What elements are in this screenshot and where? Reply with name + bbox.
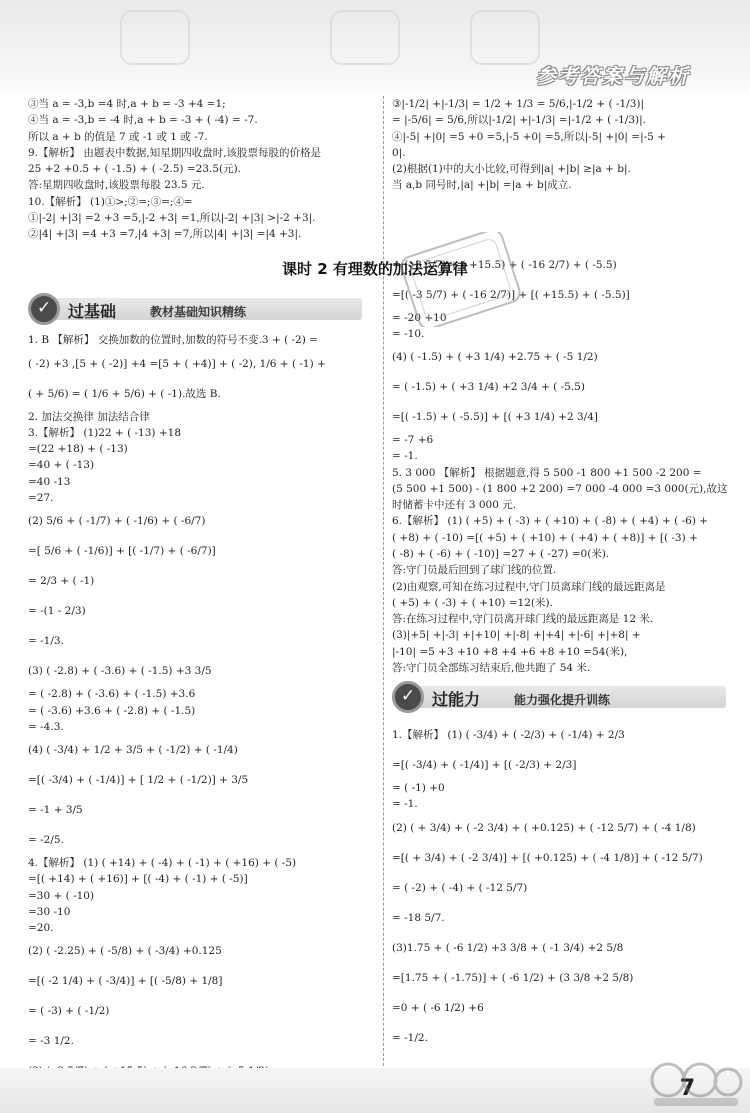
equation-line: = 2/3 + ( -1) bbox=[28, 575, 95, 588]
equation-line: 1.【解析】 (1) ( -3/4) + ( -2/3) + ( -1/4) + 2/3 bbox=[392, 729, 625, 742]
decorative-doodle-icon bbox=[470, 10, 540, 65]
equation-line: =[( -1.5) + ( -5.5)] + [( +3 1/4) +2 3/4] bbox=[392, 411, 598, 424]
equation-line: =0 + ( -6 1/2) +6 bbox=[392, 1001, 484, 1014]
equation-line: 答:在练习过程中,守门员离开球门线的最远距离是 12 米. bbox=[392, 613, 654, 626]
equation-line: = ( -2.8) + ( -3.6) + ( -1.5) +3.6 bbox=[28, 688, 196, 701]
equation-line: ( +5) + ( -3) + ( +10) =12(米). bbox=[392, 596, 553, 609]
header-band bbox=[0, 0, 750, 92]
stamp-watermark-icon bbox=[398, 232, 523, 327]
equation-line: = -1/2. bbox=[392, 1031, 428, 1044]
equation-line: = ( -3 5/7) + ( +15.5) + ( -16 2/7) + ( -5.5) bbox=[392, 258, 617, 271]
left-column bbox=[28, 96, 378, 1086]
equation-line: = ( -2) + ( -4) + ( -12 5/7) bbox=[392, 881, 528, 894]
equation-line: = ( -1) +0 bbox=[392, 782, 445, 795]
equation-line: = ( -1.5) + ( +3 1/4) +2 3/4 + ( -5.5) bbox=[392, 381, 585, 394]
text-line: ③当 a = -3,b =4 时,a + b = -3 +4 =1; bbox=[28, 98, 226, 110]
checkmark-icon: ✓ bbox=[392, 681, 424, 713]
banner-subtitle: 能力强化提升训练 bbox=[514, 693, 611, 708]
equation-line: 2. 加法交换律 加法结合律 bbox=[28, 410, 150, 423]
text-line: ②|4| +|3| =4 +3 =7,|4 +3| =7,所以|4| +|3| =|4 +3|. bbox=[28, 228, 302, 241]
text-line: 9.【解析】 由题表中数据,知星期四收盘时,该股票每股的价格是 bbox=[28, 146, 322, 159]
equation-line: = -1/3. bbox=[28, 635, 64, 648]
equation-line: =40 + ( -13) bbox=[28, 459, 95, 472]
equation-line: (3) ( -2.8) + ( -3.6) + ( -1.5) +3 3/5 bbox=[28, 665, 212, 678]
equation-line: (2)由观察,可知在练习过程中,守门员离球门线的最远距离是 bbox=[392, 580, 666, 593]
column-divider bbox=[383, 96, 384, 1081]
equation-line: =[( +14) + ( +16)] + [( -4) + ( -1) + ( -5)] bbox=[28, 873, 248, 886]
equation-line: |-10| =5 +3 +10 +8 +4 +6 +8 +10 =54(米), bbox=[392, 645, 628, 658]
equation-line: 4.【解析】 (1) ( +14) + ( -4) + ( -1) + ( +16) + ( -5) bbox=[28, 857, 297, 870]
equation-line: = -1. bbox=[392, 450, 418, 463]
equation-line: =(22 +18) + ( -13) bbox=[28, 443, 128, 456]
equation-line: (4) ( -1.5) + ( +3 1/4) +2.75 + ( -5 1/2) bbox=[392, 351, 598, 364]
equation-line: 答:守门员全部练习结束后,他共跑了 54 米. bbox=[392, 661, 591, 674]
equation-line: 6.【解析】 (1) ( +5) + ( -3) + ( +10) + ( -8) + ( +4) + ( -6) + bbox=[392, 515, 709, 528]
left-top-block bbox=[28, 96, 378, 242]
text-line: ①|-2| +|3| =2 +3 =5,|-2 +3| =1,所以|-2| +|3| >|-2 +3|. bbox=[28, 211, 316, 224]
text-line: (2)根据(1)中的大小比较,可得到|a| +|b| ≥|a + b|. bbox=[392, 163, 631, 176]
checkmark-icon: ✓ bbox=[28, 293, 60, 325]
text-line: 答:星期四收盘时,该股票每股 23.5 元. bbox=[28, 179, 205, 192]
banner-title: 过能力 bbox=[432, 690, 481, 710]
right-top-block bbox=[392, 96, 742, 194]
equation-line: (2) ( + 3/4) + ( -2 3/4) + ( +0.125) + ( -12 5/7) + ( -4 1/8) bbox=[392, 821, 696, 834]
text-line: 25 +2 +0.5 + ( -1.5) + ( -2.5) =23.5(元). bbox=[28, 163, 242, 176]
equation-line: 答:守门员最后回到了球门线的位置. bbox=[392, 564, 557, 577]
equation-line: (2) 5/6 + ( -1/7) + ( -1/6) + ( -6/7) bbox=[28, 515, 206, 528]
equation-line: 1. B 【解析】 交换加数的位置时,加数的符号不变.3 + ( -2) = bbox=[28, 334, 318, 347]
equation-line: ( -8) + ( -6) + ( -10)] =27 + ( -27) =0(米). bbox=[392, 547, 610, 560]
text-line: 所以 a + b 的值是 7 或 -1 或 1 或 -7. bbox=[28, 130, 208, 143]
equation-line: = -20 +10 bbox=[392, 311, 447, 324]
equation-line: ( +8) + ( -10) =[( +5) + ( +10) + ( +4) + ( +8)] + [( -3) + bbox=[392, 531, 698, 544]
text-line: ③|-1/2| +|-1/3| = 1/2 + 1/3 = 5/6,|-1/2 + ( -1/3)| bbox=[392, 98, 645, 110]
page-number: 7 bbox=[679, 1076, 695, 1101]
equation-line: = -4.3. bbox=[28, 720, 64, 733]
equation-line: = -10. bbox=[392, 327, 425, 340]
equation-line: =[1.75 + ( -1.75)] + ( -6 1/2) + (3 3/8 +2 5/8) bbox=[392, 971, 634, 984]
decorative-doodle-icon bbox=[330, 10, 400, 65]
equation-line: =[( -3 5/7) + ( -16 2/7)] + [( +15.5) + ( -5.5)] bbox=[392, 288, 630, 301]
text-line: = |-5/6| = 5/6,所以|-1/2| +|-1/3| =|-1/2 + ( -1/3)|. bbox=[392, 114, 646, 127]
equation-line: = -7 +6 bbox=[392, 434, 434, 447]
equation-line: = -1. bbox=[392, 798, 418, 811]
banner-title: 过基础 bbox=[68, 302, 117, 322]
left-main-block bbox=[28, 332, 378, 1086]
footer-band bbox=[0, 1068, 750, 1113]
text-line: ④|-5| +|0| =5 +0 =5,|-5 +0| =5,所以|-5| +|0| =|-5 + bbox=[392, 130, 666, 143]
equation-line: =[( -3/4) + ( -1/4)] + [ 1/2 + ( -1/2)] + 3/5 bbox=[28, 774, 249, 787]
text-line: 10.【解析】 (1)①>;②=;③=;④= bbox=[28, 195, 193, 208]
equation-line: (3)1.75 + ( -6 1/2) +3 3/8 + ( -1 3/4) +2 5/8 bbox=[392, 941, 624, 954]
equation-line: (5 500 +1 500) - (1 800 +2 200) =7 000 -4 000 =3 000(元),故这 bbox=[392, 482, 728, 495]
equation-line: (3)|+5| +|-3| +|+10| +|-8| +|+4| +|-6| +|+8| + bbox=[392, 629, 641, 642]
equation-line: = ( -3) + ( -1/2) bbox=[28, 1005, 110, 1018]
header-title: 参考答案与解析 bbox=[536, 64, 690, 88]
text-line: ④当 a = -3,b = -4 时,a + b = -3 + ( -4) = -7. bbox=[28, 114, 258, 127]
equation-line: (2) ( -2.25) + ( -5/8) + ( -3/4) +0.125 bbox=[28, 945, 222, 958]
site-watermark-icon bbox=[648, 1060, 744, 1110]
banner-subtitle: 教材基础知识精练 bbox=[150, 305, 247, 320]
text-line: 当 a,b 同号时,|a| +|b| =|a + b|成立. bbox=[392, 179, 572, 192]
equation-line: = -3 1/2. bbox=[28, 1035, 74, 1048]
equation-line: = -1 + 3/5 bbox=[28, 804, 83, 817]
decorative-doodle-icon bbox=[120, 10, 190, 65]
equation-line: =30 -10 bbox=[28, 905, 71, 918]
equation-line: =27. bbox=[28, 491, 54, 504]
equation-line: (4) ( -3/4) + 1/2 + 3/5 + ( -1/2) + ( -1/4) bbox=[28, 744, 238, 757]
lesson-title: 课时 2 有理数的加法运算律 bbox=[282, 260, 468, 278]
equation-line: = -(1 - 2/3) bbox=[28, 605, 86, 618]
equation-line: 3.【解析】 (1)22 + ( -13) +18 bbox=[28, 426, 181, 439]
equation-line: ( + 5/6) = ( 1/6 + 5/6) + ( -1).故选 B. bbox=[28, 387, 221, 400]
section-banner-ability bbox=[392, 680, 742, 714]
equation-line: =[ 5/6 + ( -1/6)] + [( -1/7) + ( -6/7)] bbox=[28, 545, 216, 558]
equation-line: 时储蓄卡中还有 3 000 元. bbox=[392, 499, 517, 512]
equation-line: =20. bbox=[28, 922, 54, 935]
equation-line: 5. 3 000 【解析】 根据题意,得 5 500 -1 800 +1 500 -2 200 = bbox=[392, 466, 702, 479]
equation-line: = -2/5. bbox=[28, 834, 64, 847]
equation-line: = ( -3.6) +3.6 + ( -2.8) + ( -1.5) bbox=[28, 704, 196, 717]
equation-line: ( -2) +3 ,[5 + ( -2)] +4 =[5 + ( +4)] + ( -2), 1/6 + ( -1) + bbox=[28, 357, 326, 370]
right-ability-block bbox=[392, 720, 742, 1053]
text-line: 0|. bbox=[392, 146, 406, 159]
section-banner-basic bbox=[28, 292, 378, 326]
equation-line: =30 + ( -10) bbox=[28, 889, 95, 902]
equation-line: = -18 5/7. bbox=[392, 911, 445, 924]
equation-line: =[( + 3/4) + ( -2 3/4)] + [( +0.125) + ( -4 1/8)] + ( -12 5/7) bbox=[392, 851, 703, 864]
equation-line: =[( -3/4) + ( -1/4)] + [( -2/3) + 2/3] bbox=[392, 759, 577, 772]
equation-line: =[( -2 1/4) + ( -3/4)] + [( -5/8) + 1/8] bbox=[28, 975, 223, 988]
equation-line: =40 -13 bbox=[28, 475, 71, 488]
